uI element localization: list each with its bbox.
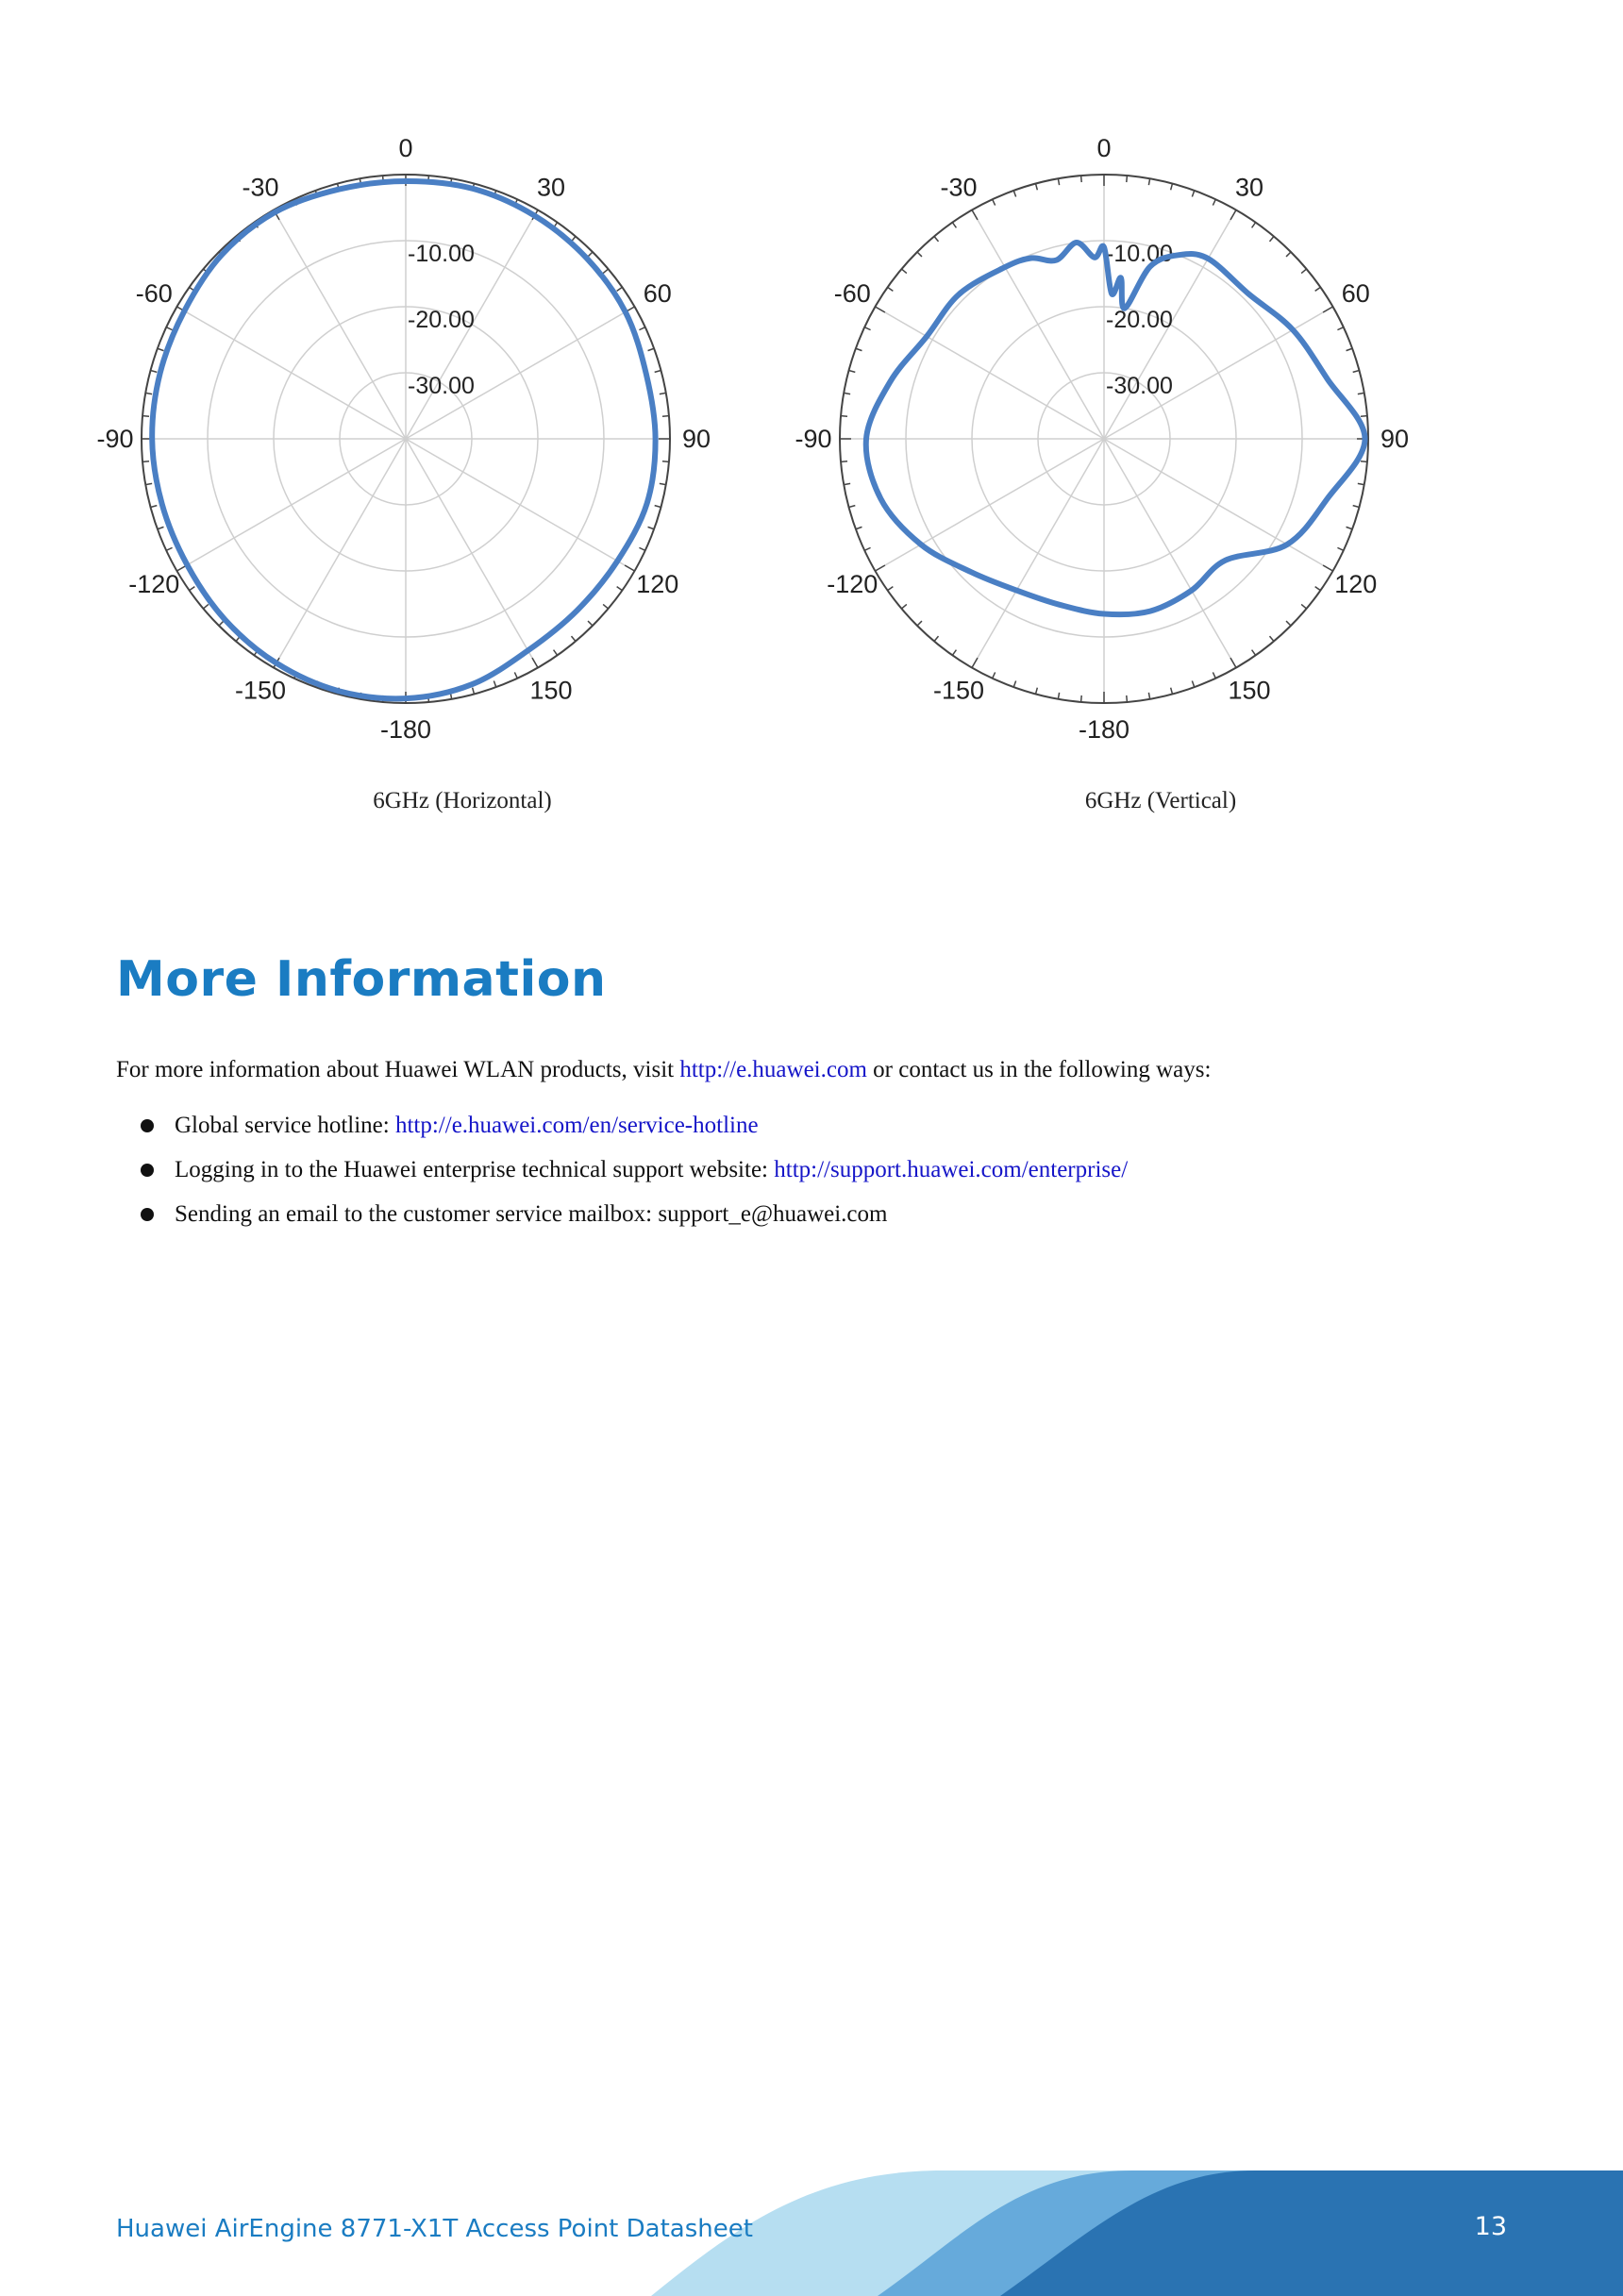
tick-mark (655, 506, 661, 508)
tick-mark (902, 604, 907, 608)
tick-mark (1347, 348, 1353, 350)
tick-mark (1286, 621, 1291, 626)
tick-mark (1269, 237, 1273, 242)
polar-chart-vertical-svg (795, 123, 1410, 764)
tick-mark (1323, 565, 1332, 571)
tick-mark (864, 327, 870, 330)
tick-mark (1213, 199, 1215, 205)
tick-mark (856, 348, 862, 350)
tick-mark (1058, 178, 1059, 185)
polar-chart-horizontal (96, 123, 711, 764)
grid-spoke (177, 307, 406, 439)
tick-mark (902, 269, 907, 273)
tick-mark (1036, 184, 1038, 191)
list-item (116, 1153, 1128, 1198)
tick-mark (849, 506, 856, 508)
tick-mark (972, 658, 978, 667)
tick-mark (145, 483, 152, 484)
tick-mark (1252, 650, 1256, 656)
angle-tick-label: -30 (940, 173, 978, 202)
angle-tick-label: 60 (1341, 279, 1370, 308)
tick-mark (844, 483, 850, 484)
tick-mark (660, 483, 666, 484)
tick-mark (1148, 693, 1149, 699)
tick-mark (1353, 371, 1360, 373)
tick-mark (876, 307, 885, 312)
tick-mark (617, 287, 623, 291)
service-hotline-link[interactable]: http://e.huawei.com/en/service-hotline (394, 1113, 759, 1138)
tick-mark (841, 416, 847, 417)
tick-mark (917, 621, 922, 626)
grid-spoke (177, 439, 406, 571)
angle-tick-label: -150 (932, 676, 985, 705)
tick-mark (473, 688, 475, 695)
angle-tick-label: 120 (1334, 570, 1378, 598)
tick-mark (1148, 178, 1149, 185)
angle-tick-label: -120 (128, 570, 180, 598)
tick-mark (571, 636, 575, 641)
grid-spoke (406, 439, 538, 667)
tick-mark (219, 621, 224, 626)
grid-spoke (274, 439, 406, 667)
tick-mark (190, 587, 195, 591)
tick-mark (1127, 696, 1128, 702)
angle-tick-label: -120 (827, 570, 878, 598)
angle-tick-label: 90 (1380, 425, 1410, 453)
bullet-text: Global service hotline: (175, 1113, 395, 1138)
tick-mark (204, 604, 209, 608)
grid-spoke (1104, 439, 1236, 667)
tick-mark (625, 565, 634, 571)
angle-tick-label: 30 (536, 173, 566, 202)
footer-document-title: Huawei AirEngine 8771-X1T Access Point Datasheet (116, 2215, 753, 2243)
list-item (116, 1109, 1128, 1153)
tick-mark (617, 587, 623, 591)
tick-mark (151, 371, 158, 373)
intro-text-before: For more information about Huawei WLAN products, visit (116, 1057, 680, 1082)
grid-spoke (876, 307, 1104, 439)
tick-mark (1323, 307, 1332, 312)
tick-mark (662, 416, 669, 417)
tick-mark (588, 252, 593, 257)
polar-chart-vertical (795, 123, 1410, 764)
tick-mark (142, 416, 149, 417)
angle-tick-label: 60 (643, 279, 672, 308)
polar-chart-horizontal-svg (96, 123, 711, 764)
angle-tick-label: 0 (398, 134, 413, 162)
bullet-text: Sending an email to the customer service mailbox: support_e@huawei.com (175, 1201, 888, 1227)
section-title: More Information (116, 951, 607, 1008)
radial-tick-label: -30.00 (1106, 373, 1173, 399)
grid-spoke (406, 439, 634, 571)
tick-mark (1171, 688, 1173, 695)
tick-mark (151, 506, 158, 508)
tick-mark (844, 393, 850, 394)
tick-mark (603, 604, 608, 608)
tick-mark (1358, 393, 1364, 394)
tick-mark (1081, 176, 1082, 182)
tick-mark (1058, 693, 1059, 699)
tick-mark (856, 527, 862, 528)
radial-tick-label: -10.00 (408, 241, 475, 267)
angle-tick-label: -90 (96, 425, 134, 453)
tick-mark (514, 672, 517, 678)
tick-mark (660, 393, 666, 394)
intro-link[interactable]: http://e.huawei.com (679, 1057, 867, 1082)
tick-mark (1269, 636, 1273, 641)
tick-mark (1286, 252, 1291, 257)
angle-tick-label: -90 (795, 425, 832, 453)
tick-mark (662, 461, 669, 462)
tick-mark (934, 237, 938, 242)
tick-mark (1361, 461, 1367, 462)
tick-mark (993, 199, 996, 205)
tick-mark (972, 210, 978, 220)
tick-mark (655, 371, 661, 373)
angle-tick-label: 150 (1228, 676, 1271, 705)
tick-mark (1353, 506, 1360, 508)
radial-tick-label: -10.00 (1106, 241, 1173, 267)
tick-mark (952, 650, 956, 656)
bullet-dot-icon (141, 1208, 154, 1221)
tick-mark (1301, 269, 1306, 273)
tick-mark (952, 223, 956, 228)
tick-mark (1213, 672, 1215, 678)
angle-tick-label: -30 (242, 173, 279, 202)
angle-tick-label: 90 (681, 425, 711, 453)
tick-mark (603, 269, 608, 273)
support-website-link[interactable]: http://support.huawei.com/enterprise/ (774, 1157, 1129, 1182)
tick-mark (1337, 327, 1343, 330)
tick-mark (639, 327, 644, 330)
bullet-dot-icon (141, 1119, 154, 1132)
tick-mark (864, 547, 870, 550)
tick-mark (648, 527, 655, 528)
grid-spoke (972, 439, 1104, 667)
tick-mark (1358, 483, 1364, 484)
tick-mark (648, 348, 655, 350)
tick-mark (917, 252, 922, 257)
bullet-text: Logging in to the Huawei enterprise technical support website: (175, 1157, 775, 1182)
tick-mark (1171, 184, 1173, 191)
tick-mark (158, 527, 164, 528)
intro-paragraph (116, 1057, 1211, 1083)
tick-mark (1252, 223, 1256, 228)
bullet-dot-icon (141, 1164, 154, 1177)
angle-tick-label: 150 (529, 676, 573, 705)
tick-mark (145, 393, 152, 394)
tick-mark (1127, 176, 1128, 182)
tick-mark (1315, 587, 1321, 591)
tick-mark (849, 371, 856, 373)
radial-tick-label: -30.00 (408, 373, 475, 399)
page-number: 13 (1474, 2212, 1507, 2241)
tick-mark (639, 547, 644, 550)
tick-mark (888, 287, 894, 291)
tick-mark (142, 461, 149, 462)
list-item (116, 1198, 1128, 1242)
grid-spoke (876, 439, 1104, 571)
tick-mark (1081, 696, 1082, 702)
tick-mark (841, 461, 847, 462)
angle-tick-label: -180 (1078, 715, 1130, 744)
angle-tick-label: 120 (636, 570, 679, 598)
angle-tick-label: -60 (135, 279, 173, 308)
tick-mark (1192, 191, 1194, 197)
angle-tick-label: -180 (379, 715, 432, 744)
angle-tick-label: 30 (1234, 173, 1264, 202)
contact-list (116, 1109, 1128, 1242)
tick-mark (494, 681, 495, 688)
grid-spoke (1104, 439, 1332, 571)
tick-mark (1337, 547, 1343, 550)
series-line (866, 243, 1365, 614)
tick-mark (1036, 688, 1038, 695)
tick-mark (1013, 191, 1015, 197)
tick-mark (588, 621, 593, 626)
tick-mark (934, 636, 938, 641)
tick-mark (1192, 681, 1194, 688)
tick-mark (1361, 416, 1367, 417)
angle-tick-label: -150 (234, 676, 287, 705)
tick-mark (1347, 527, 1353, 528)
angle-tick-label: -60 (833, 279, 871, 308)
grid-spoke (274, 210, 406, 439)
tick-mark (554, 650, 558, 656)
tick-mark (1230, 210, 1236, 220)
tick-mark (1013, 681, 1015, 688)
radial-tick-label: -20.00 (408, 307, 475, 333)
tick-mark (532, 658, 538, 667)
tick-mark (1230, 658, 1236, 667)
tick-mark (1301, 604, 1306, 608)
angle-tick-label: 0 (1096, 134, 1112, 162)
caption-vertical: 6GHz (Vertical) (1084, 788, 1237, 813)
caption-horizontal: 6GHz (Horizontal) (373, 788, 552, 813)
tick-mark (166, 327, 172, 330)
tick-mark (993, 672, 996, 678)
tick-mark (166, 547, 172, 550)
intro-text-after: or contact us in the following ways: (866, 1057, 1212, 1082)
radial-tick-label: -20.00 (1106, 307, 1173, 333)
tick-mark (888, 587, 894, 591)
tick-mark (158, 348, 164, 350)
tick-mark (1315, 287, 1321, 291)
